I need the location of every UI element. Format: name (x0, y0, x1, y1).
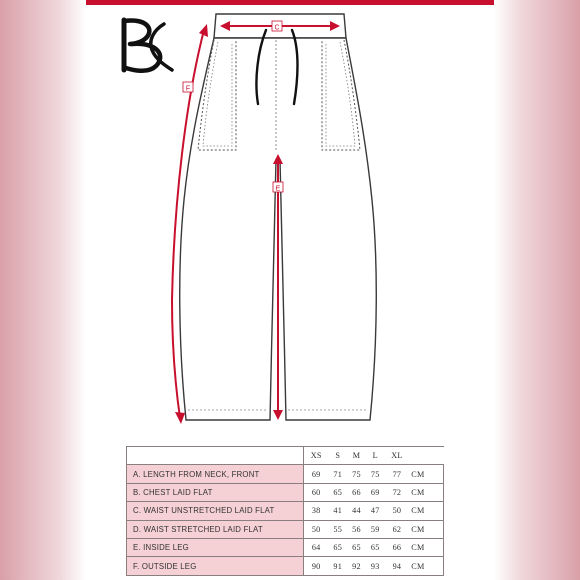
value-cell: 60 (304, 483, 329, 501)
value-cell: 65 (328, 538, 347, 556)
size-header-m: M (347, 447, 366, 465)
value-cell: 75 (366, 465, 385, 483)
size-header-s: S (328, 447, 347, 465)
value-cell: 47 (366, 502, 385, 520)
table-row (127, 465, 444, 483)
row-label: F. OUTSIDE LEG (127, 557, 304, 575)
value-cell: 65 (366, 538, 385, 556)
row-label: E. INSIDE LEG (127, 538, 304, 556)
value-cell: 62 (385, 520, 410, 538)
value-cell: 75 (347, 465, 366, 483)
size-chart-table (126, 446, 444, 576)
value-cell: 71 (328, 465, 347, 483)
row-label: D. WAIST STRETCHED LAID FLAT (127, 520, 304, 538)
size-header-xs: XS (304, 447, 329, 465)
value-cell: 72 (385, 483, 410, 501)
value-cell: 56 (347, 520, 366, 538)
unit-cell: CM (409, 502, 443, 520)
value-cell: 50 (304, 520, 329, 538)
value-cell: 44 (347, 502, 366, 520)
size-header-xl: XL (385, 447, 410, 465)
value-cell: 69 (304, 465, 329, 483)
size-guide-page (86, 0, 494, 580)
value-cell: 65 (347, 538, 366, 556)
table-row (127, 502, 444, 520)
value-cell: 77 (385, 465, 410, 483)
value-cell: 94 (385, 557, 410, 575)
value-cell: 66 (385, 538, 410, 556)
value-cell: 65 (328, 483, 347, 501)
table-row (127, 557, 444, 575)
value-cell: 91 (328, 557, 347, 575)
value-cell: 38 (304, 502, 329, 520)
unit-cell: CM (409, 483, 443, 501)
unit-header-blank (409, 447, 443, 465)
size-header-row (127, 447, 444, 465)
unit-cell: CM (409, 538, 443, 556)
value-cell: 50 (385, 502, 410, 520)
value-cell: 66 (347, 483, 366, 501)
inside-leg-marker-label: E (275, 185, 281, 193)
value-cell: 64 (304, 538, 329, 556)
outside-leg-marker-label: F (185, 85, 191, 93)
value-cell: 41 (328, 502, 347, 520)
value-cell: 90 (304, 557, 329, 575)
unit-cell: CM (409, 557, 443, 575)
unit-cell: CM (409, 465, 443, 483)
table-row (127, 520, 444, 538)
unit-cell: CM (409, 520, 443, 538)
size-header-l: L (366, 447, 385, 465)
table-row (127, 483, 444, 501)
value-cell: 92 (347, 557, 366, 575)
waist-marker-label: C (274, 24, 280, 32)
row-label: A. LENGTH FROM NECK, FRONT (127, 465, 304, 483)
value-cell: 93 (366, 557, 385, 575)
pants-diagram (86, 0, 494, 440)
value-cell: 69 (366, 483, 385, 501)
table-row (127, 538, 444, 556)
header-blank-cell (127, 447, 304, 465)
value-cell: 55 (328, 520, 347, 538)
row-label: C. WAIST UNSTRETCHED LAID FLAT (127, 502, 304, 520)
value-cell: 59 (366, 520, 385, 538)
row-label: B. CHEST LAID FLAT (127, 483, 304, 501)
